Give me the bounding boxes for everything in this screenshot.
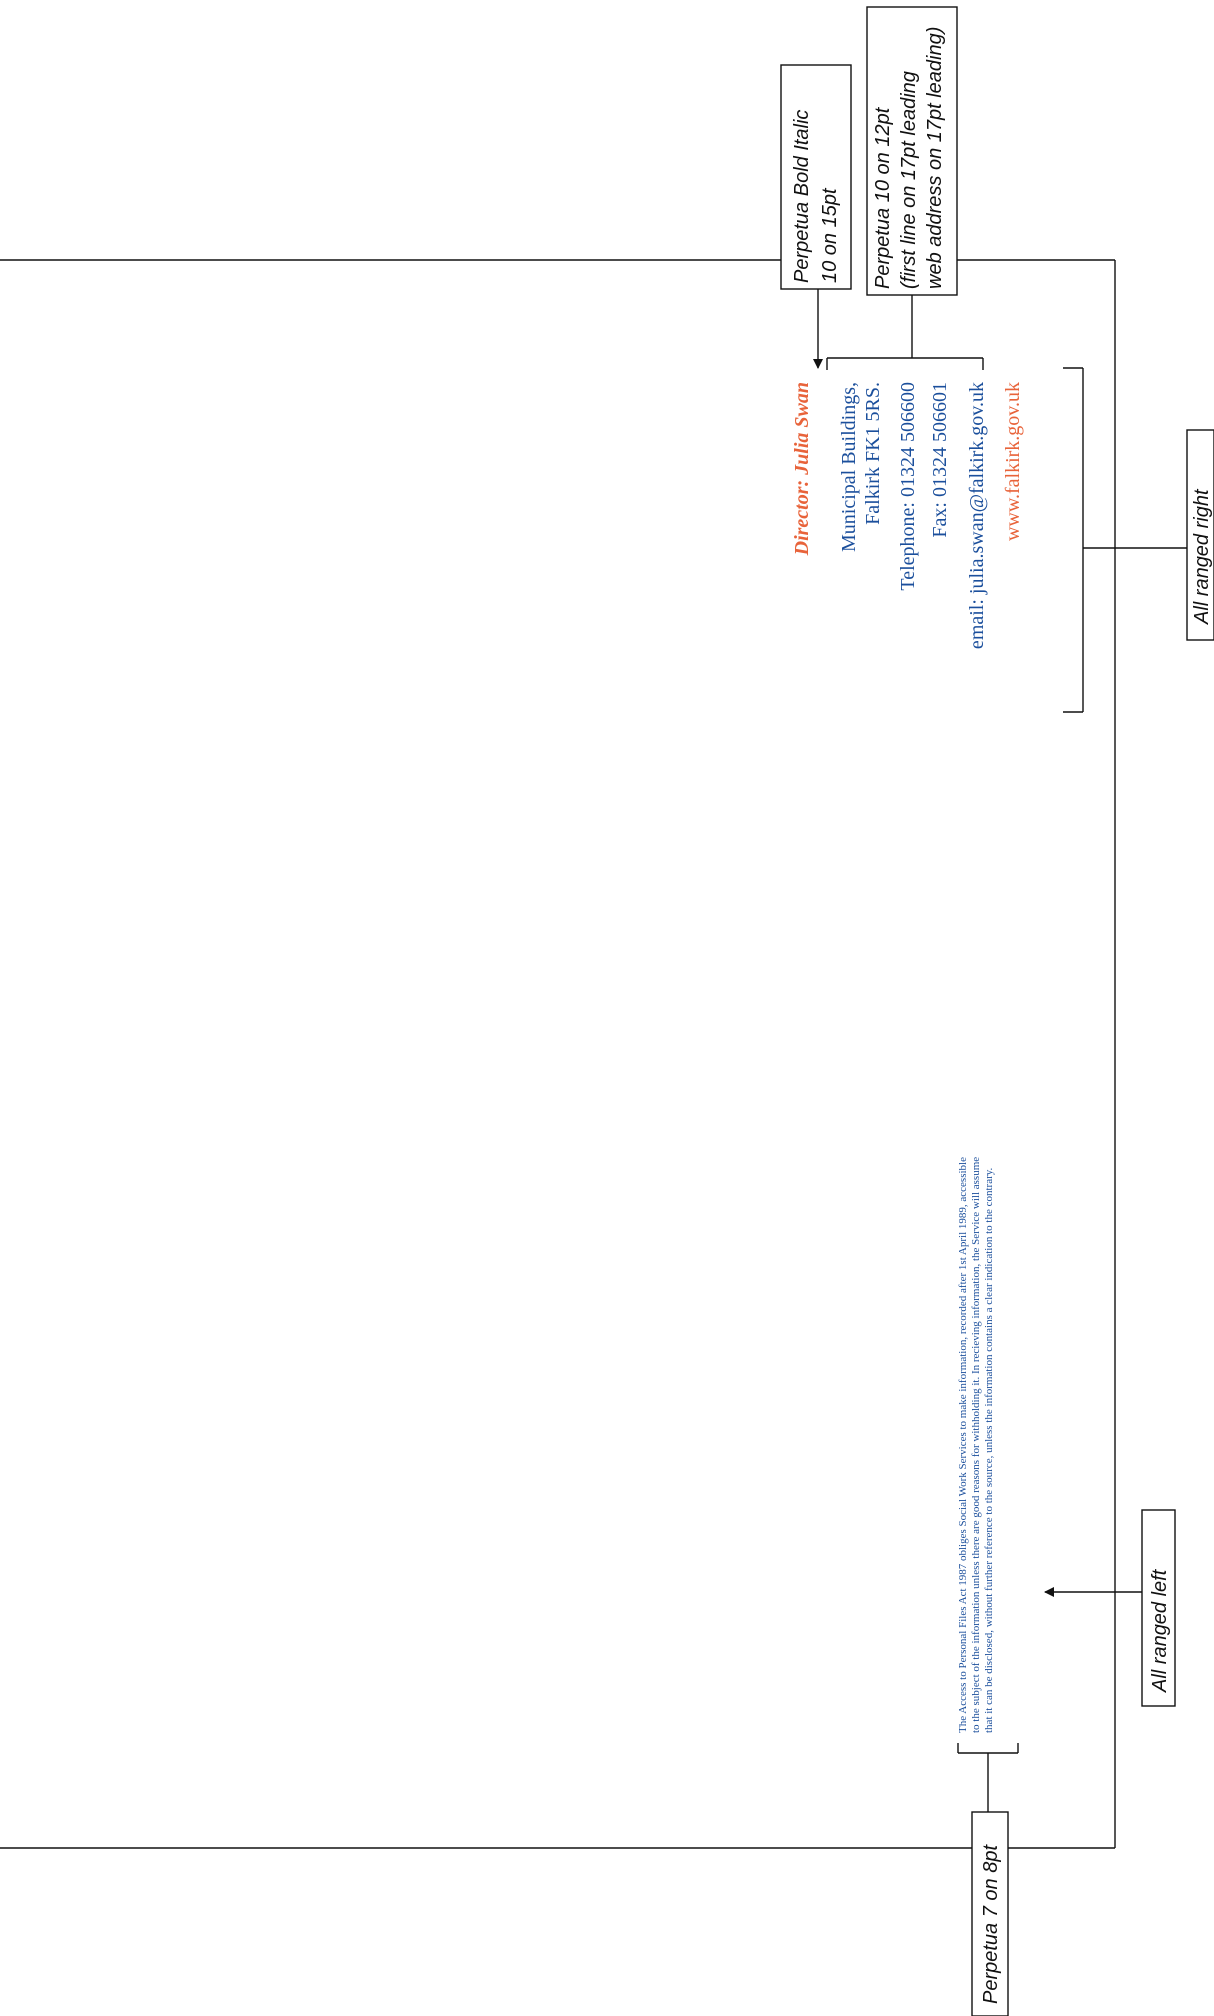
body-spec-text-2: (first line on 17pt leading [898,71,920,289]
ranged-right-bracket [1063,368,1201,712]
web-address: www.falkirk.gov.uk [1002,382,1024,542]
heading-spec-note [781,65,851,289]
fax-number: Fax: 01324 506601 [929,382,951,538]
director-name: Director: Julia Swan [791,382,813,556]
disclaimer-line-1: The Access to Personal Files Act 1987 obliges Social Work Services to make information, recorded after 1st April 1989, accessible [957,1157,969,1733]
address-bracket [827,295,983,370]
body-spec-note [867,7,957,295]
email-address: email: julia.swan@falkirk.gov.uk [966,382,988,650]
heading-spec-text: Perpetua Bold Italic [791,109,813,283]
disclaimer-line-2: to the subject of the information unless there are good reasons for withholding it. In recieving information, the Service will assume [970,1156,982,1733]
address-line-2: Falkirk FK1 5RS. [862,382,884,525]
footer-bracket [958,1743,1018,1812]
address-line-1: Municipal Buildings, [838,382,860,552]
ranged-left-label: All ranged left [1149,1569,1171,1692]
body-spec-text-3: web address on 17pt leading) [924,26,946,289]
ranged-right-label: All ranged right [1191,489,1213,624]
footer-spec-label: Perpetua 7 on 8pt [980,1844,1002,2004]
telephone-number: Telephone: 01324 506600 [897,382,919,591]
body-spec-text: Perpetua 10 on 12pt [872,107,894,289]
letterhead-address [791,382,1024,649]
disclaimer-line-3: that it can be disclosed, without further reference to the source, unless the information contains a clear indication to the contrary. [983,1167,995,1733]
disclaimer-block [957,1157,995,1733]
heading-spec-text-2: 10 on 15pt [819,188,841,283]
